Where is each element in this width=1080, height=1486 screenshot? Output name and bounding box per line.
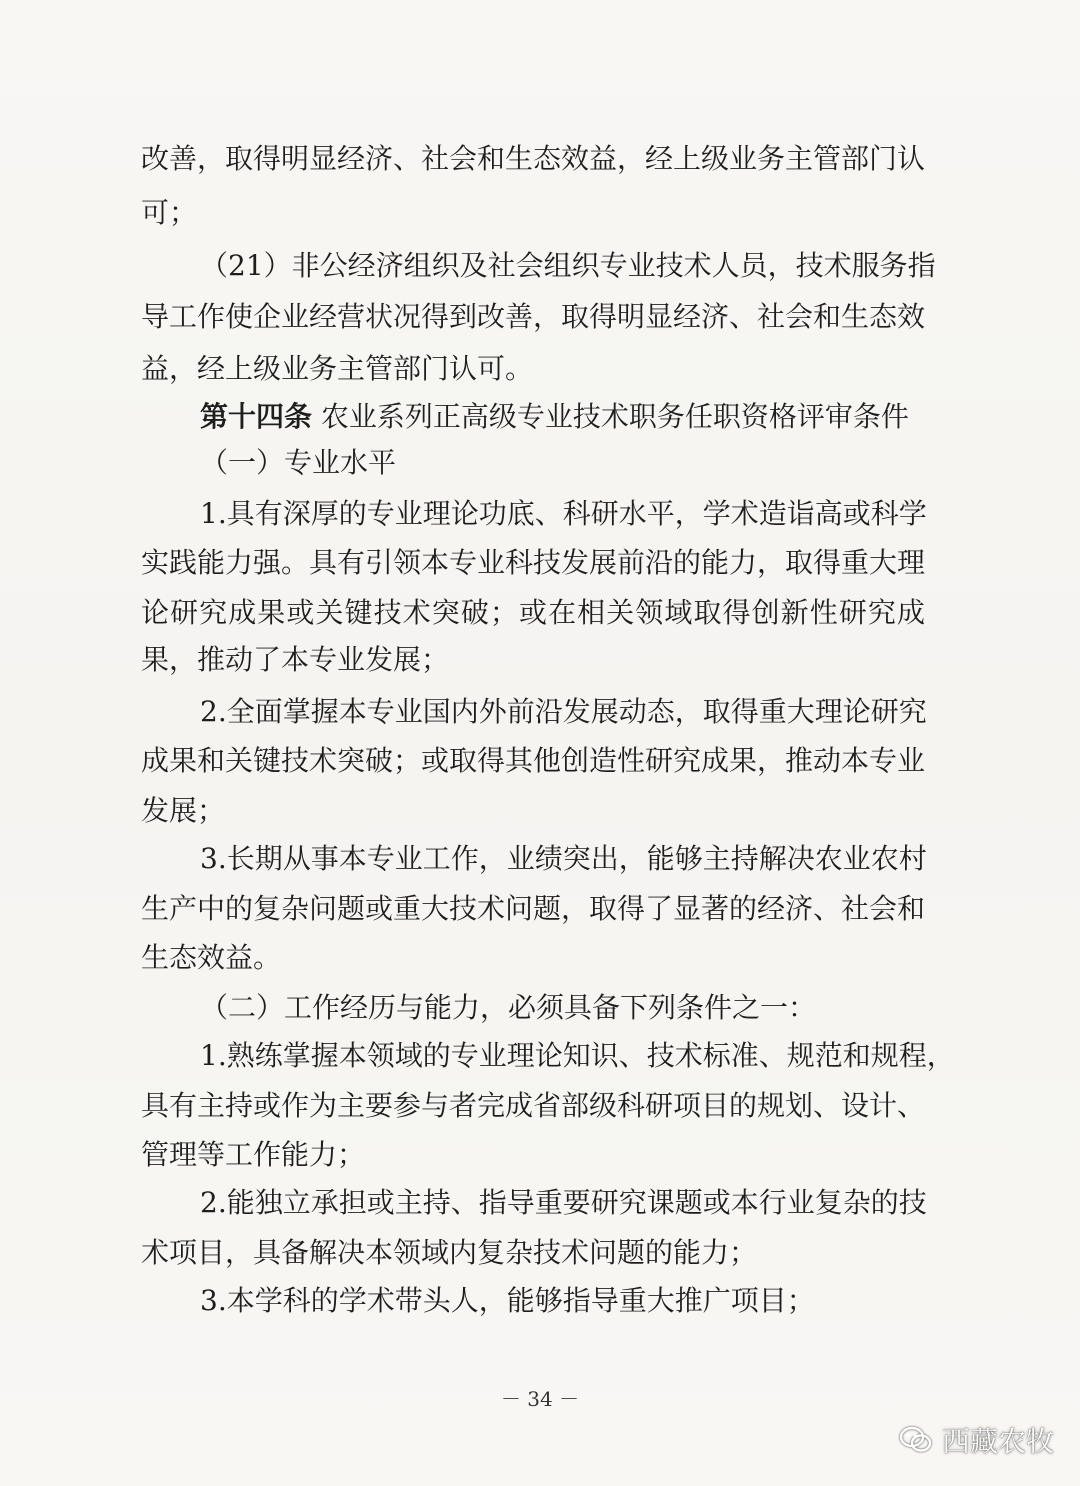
text-line: 发展； [141, 794, 226, 827]
text-line: 果，推动了本专业发展； [141, 643, 450, 676]
watermark [898, 1418, 1054, 1462]
text-line: 2.能独立承担或主持、指导重要研究课题或本行业复杂的技 [200, 1186, 927, 1219]
text-line: 具有主持或作为主要参与者完成省部级科研项目的规划、设计、 [141, 1089, 926, 1122]
text-line: 实践能力强。具有引领本专业科技发展前沿的能力，取得重大理 [141, 546, 926, 579]
page-number: － 34 － [500, 1387, 580, 1411]
text-line: 管理等工作能力； [141, 1138, 366, 1171]
article-number: 第十四条 [200, 400, 313, 433]
text-line: 可； [141, 196, 198, 229]
text-line: 成果和关键技术突破；或取得其他创造性研究成果，推动本专业 [141, 744, 926, 777]
text-line: 3.长期从事本专业工作，业绩突出，能够主持解决农业农村 [200, 842, 927, 875]
text-line: 导工作使企业经营状况得到改善，取得明显经济、社会和生态效 [141, 300, 926, 333]
section-heading: （一）专业水平 [200, 446, 397, 479]
article-title: 农业系列正高级专业技术职务任职资格评审条件 [320, 400, 909, 433]
wechat-icon [898, 1425, 934, 1455]
text-line: 1.熟练掌握本领域的专业理论知识、技术标准、规范和规程， [200, 1039, 955, 1072]
text-line: 生产中的复杂问题或重大技术问题，取得了显著的经济、社会和 [141, 892, 926, 925]
text-line: 3.本学科的学术带头人，能够指导重大推广项目； [200, 1284, 815, 1317]
watermark-text: 西藏农牧 [942, 1425, 1055, 1458]
article-heading [200, 397, 1080, 437]
text-line: 术项目，具备解决本领域内复杂技术问题的能力； [141, 1236, 758, 1269]
text-line: 改善，取得明显经济、社会和生态效益，经上级业务主管部门认 [141, 142, 926, 175]
text-line: （21）非公经济组织及社会组织专业技术人员，技术服务指 [200, 249, 936, 282]
text-line: 2.全面掌握本专业国内外前沿发展动态，取得重大理论研究 [200, 695, 927, 728]
text-line: 生态效益。 [141, 941, 282, 974]
text-line: 1.具有深厚的专业理论功底、科研水平，学术造诣高或科学 [200, 497, 927, 530]
text-line: 论研究成果或关键技术突破；或在相关领域取得创新性研究成 [141, 596, 925, 629]
section-heading: （二）工作经历与能力，必须具备下列条件之一： [200, 991, 817, 1024]
text-line: 益，经上级业务主管部门认可。 [141, 352, 534, 385]
